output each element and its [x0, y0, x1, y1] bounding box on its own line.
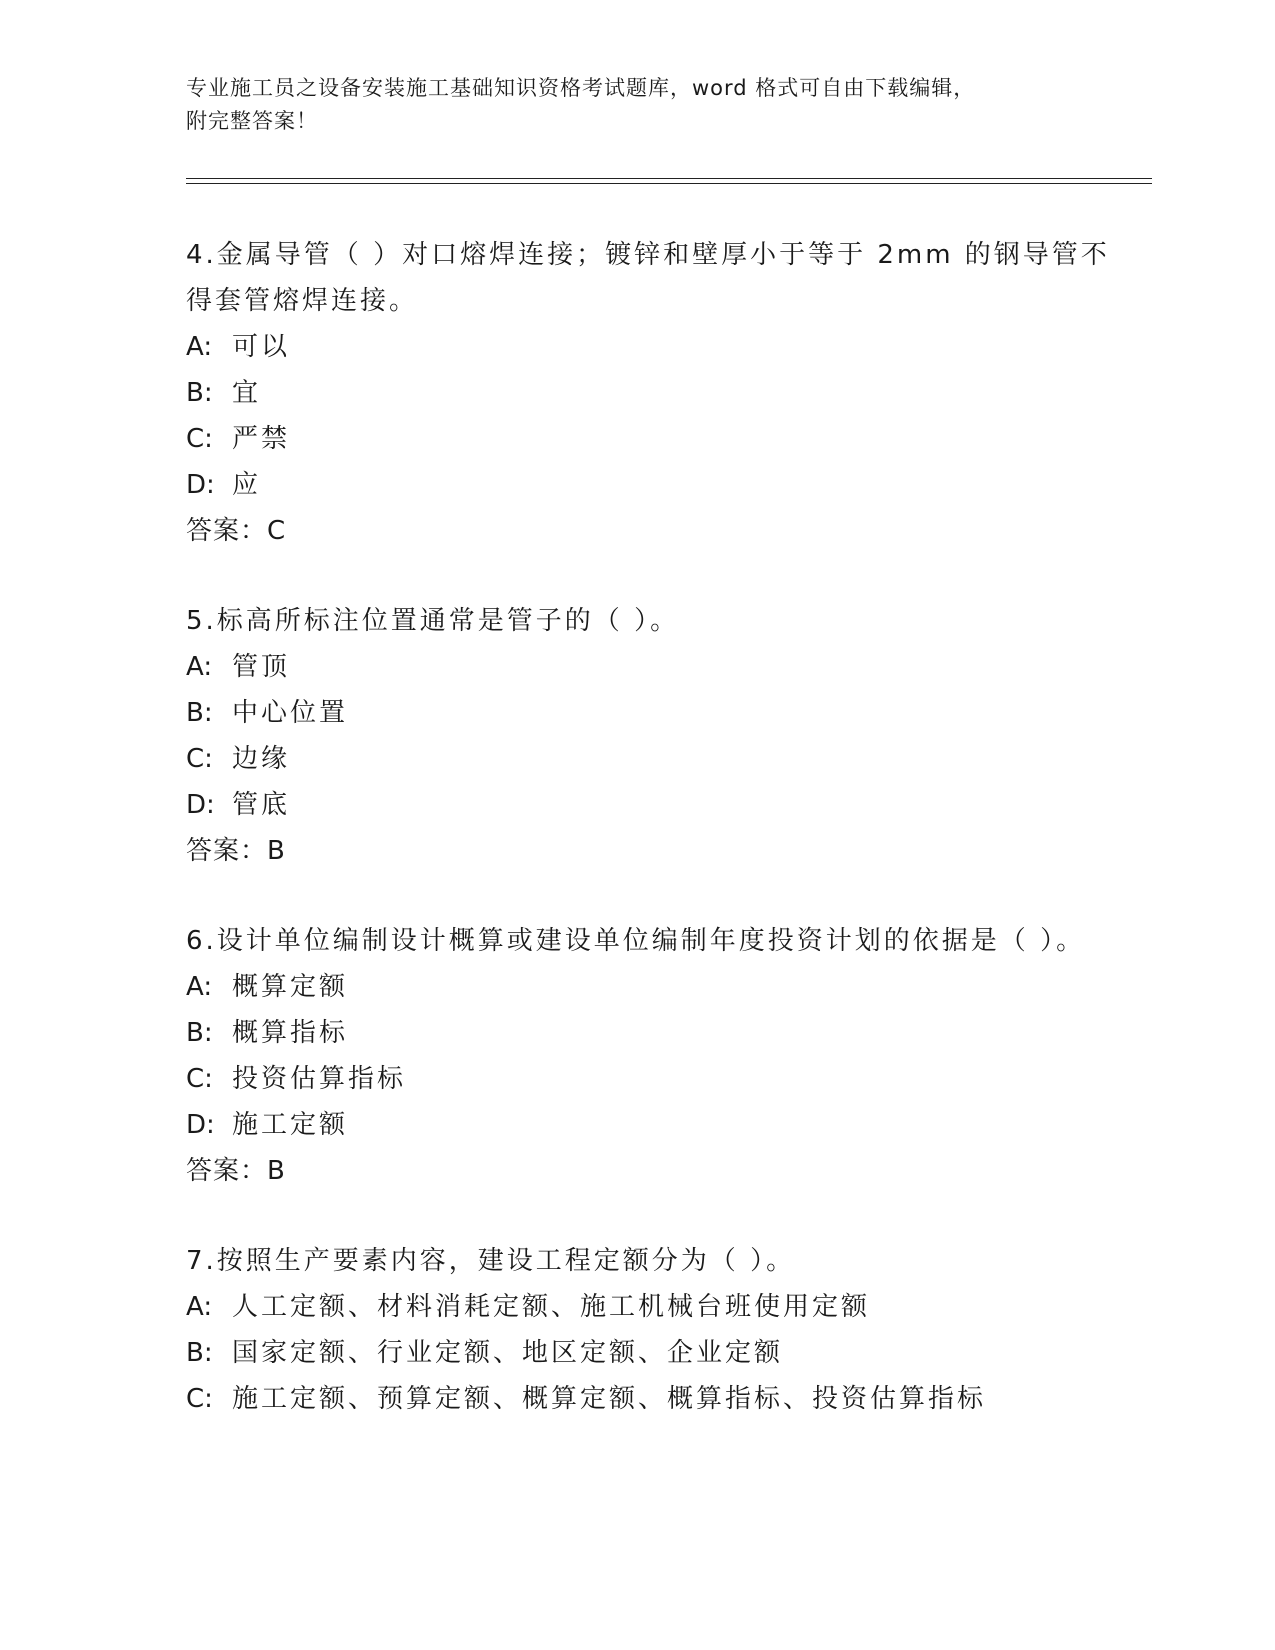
- option-d: [186, 1102, 1126, 1148]
- option-text: 应: [232, 470, 262, 500]
- option-b: [186, 1010, 1126, 1056]
- header-divider-bottom: [186, 183, 1152, 184]
- option-text: 中心位置: [232, 698, 349, 728]
- option-text: 边缘: [232, 744, 291, 774]
- option-text: 施工定额、预算定额、概算定额、概算指标、投资估算指标: [232, 1384, 987, 1414]
- option-b: [186, 1330, 1126, 1376]
- option-c: [186, 1056, 1126, 1102]
- option-letter: B:: [186, 1018, 213, 1048]
- question-list: [186, 232, 1126, 1466]
- option-b: [186, 690, 1126, 736]
- option-text: 概算指标: [232, 1018, 349, 1048]
- option-text: 严禁: [232, 424, 291, 454]
- question-6: [186, 918, 1126, 1194]
- option-text: 可以: [232, 332, 291, 362]
- header-line-1: 专业施工员之设备安装施工基础知识资格考试题库，word 格式可自由下载编辑，: [186, 76, 976, 100]
- question-stem: 5.标高所标注位置通常是管子的（ ）。: [186, 606, 680, 636]
- document-header: [186, 72, 1086, 138]
- option-letter: A:: [186, 652, 213, 682]
- option-a: [186, 324, 1126, 370]
- option-letter: A:: [186, 1292, 213, 1322]
- answer-line: 答案：C: [186, 516, 287, 546]
- option-text: 施工定额: [232, 1110, 349, 1140]
- option-letter: B:: [186, 1338, 213, 1368]
- question-7: [186, 1238, 1126, 1422]
- option-letter: C:: [186, 1064, 213, 1094]
- option-text: 宜: [232, 378, 262, 408]
- answer-line: 答案：B: [186, 1156, 286, 1186]
- option-text: 人工定额、材料消耗定额、施工机械台班使用定额: [232, 1292, 871, 1322]
- option-a: [186, 964, 1126, 1010]
- option-letter: B:: [186, 378, 213, 408]
- option-text: 国家定额、行业定额、地区定额、企业定额: [232, 1338, 784, 1368]
- question-stem: 4.金属导管（ ）对口熔焊连接；镀锌和壁厚小于等于 2mm 的钢导管不得套管熔焊连接。: [186, 240, 1110, 316]
- option-text: 投资估算指标: [232, 1064, 407, 1094]
- option-d: [186, 462, 1126, 508]
- option-b: [186, 370, 1126, 416]
- question-stem: 6.设计单位编制设计概算或建设单位编制年度投资计划的依据是（ ）。: [186, 926, 1086, 956]
- question-4: [186, 232, 1126, 554]
- option-letter: C:: [186, 744, 213, 774]
- option-letter: C:: [186, 424, 213, 454]
- option-letter: A:: [186, 332, 213, 362]
- option-text: 管顶: [232, 652, 291, 682]
- option-d: [186, 782, 1126, 828]
- option-a: [186, 644, 1126, 690]
- option-text: 概算定额: [232, 972, 349, 1002]
- option-c: [186, 416, 1126, 462]
- option-c: [186, 736, 1126, 782]
- option-a: [186, 1284, 1126, 1330]
- option-letter: C:: [186, 1384, 213, 1414]
- option-text: 管底: [232, 790, 291, 820]
- header-divider-top: [186, 178, 1152, 179]
- question-5: [186, 598, 1126, 874]
- header-line-2: 附完整答案！: [186, 109, 318, 133]
- option-c: [186, 1376, 1126, 1422]
- question-stem: 7.按照生产要素内容，建设工程定额分为（ ）。: [186, 1246, 796, 1276]
- answer-line: 答案：B: [186, 836, 286, 866]
- option-letter: D:: [186, 470, 215, 500]
- option-letter: D:: [186, 1110, 215, 1140]
- option-letter: B:: [186, 698, 213, 728]
- option-letter: D:: [186, 790, 215, 820]
- option-letter: A:: [186, 972, 213, 1002]
